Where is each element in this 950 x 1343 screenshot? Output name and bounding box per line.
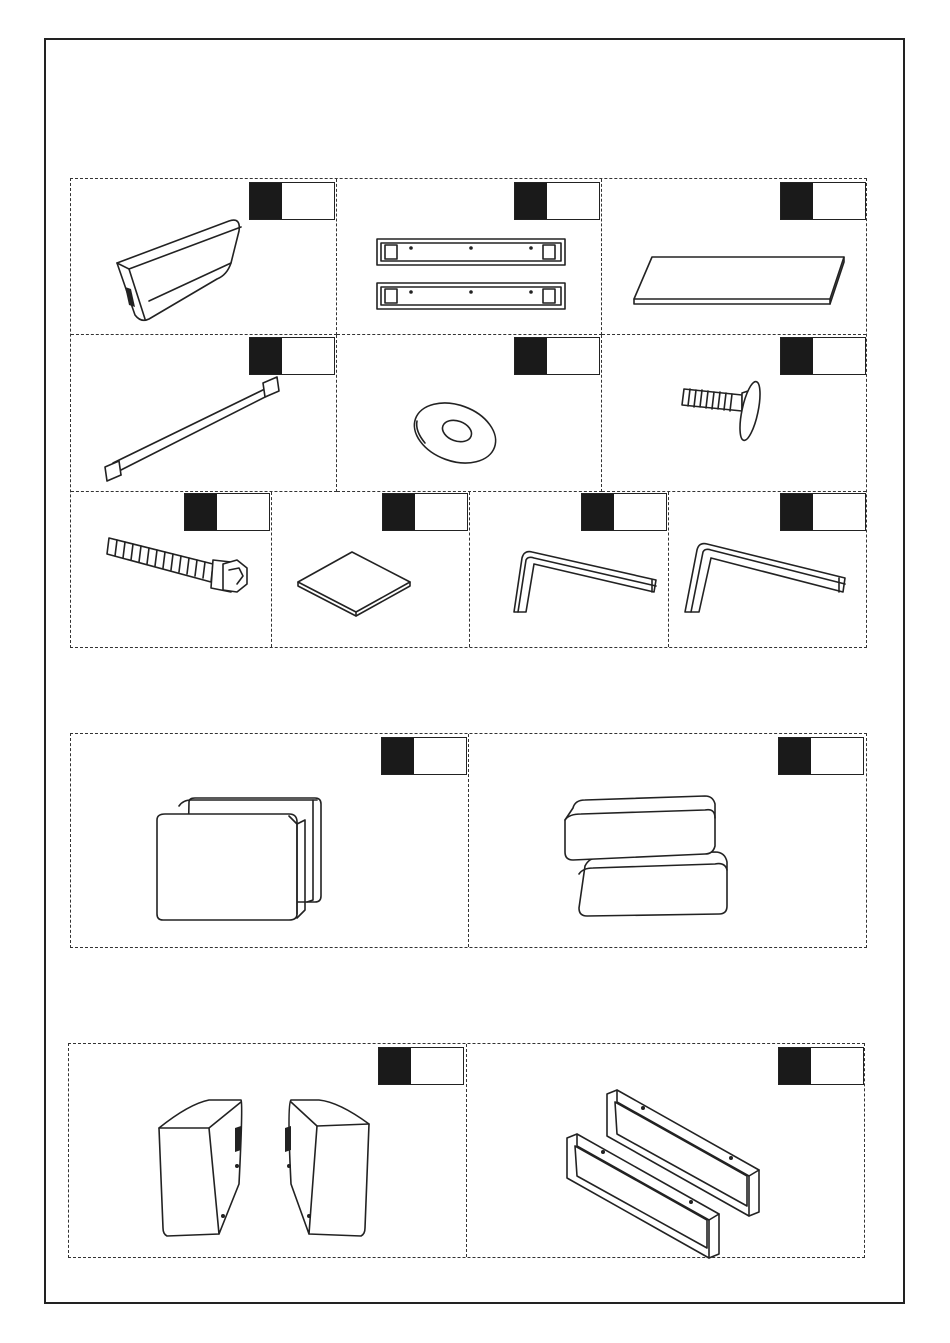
armrest-panel-icon — [71, 179, 337, 335]
large-allen-key-icon — [669, 492, 866, 647]
side-panels-icon — [69, 1044, 467, 1257]
frame-cell-metal-frames — [467, 1044, 864, 1257]
part-cell-large-key — [669, 492, 866, 647]
part-cell-rails — [337, 179, 602, 335]
side-rails-icon — [337, 179, 602, 335]
part-cell-screw — [602, 335, 866, 492]
cushion-cell-seat — [469, 734, 866, 947]
cushions-group — [70, 733, 867, 948]
part-cell-washer — [337, 335, 602, 492]
frame-cell-side-panels — [69, 1044, 467, 1257]
part-cell-felt-pad — [272, 492, 470, 647]
washer-icon — [337, 335, 602, 492]
metal-bar-icon — [71, 335, 337, 492]
part-cell-bar — [71, 335, 337, 492]
parts-group — [70, 178, 867, 648]
part-cell-bolt — [71, 492, 272, 647]
board-panel-icon — [602, 179, 866, 335]
small-allen-key-icon — [470, 492, 669, 647]
frames-group — [68, 1043, 865, 1258]
part-cell-small-key — [470, 492, 669, 647]
metal-frames-icon — [467, 1044, 864, 1257]
part-cell-armrest — [71, 179, 337, 335]
flat-head-screw-icon — [602, 335, 866, 492]
seat-cushions-icon — [469, 734, 866, 947]
felt-pad-icon — [272, 492, 470, 647]
part-cell-board — [602, 179, 866, 335]
back-cushions-icon — [71, 734, 469, 947]
cushion-cell-back — [71, 734, 469, 947]
long-bolt-icon — [71, 492, 272, 647]
